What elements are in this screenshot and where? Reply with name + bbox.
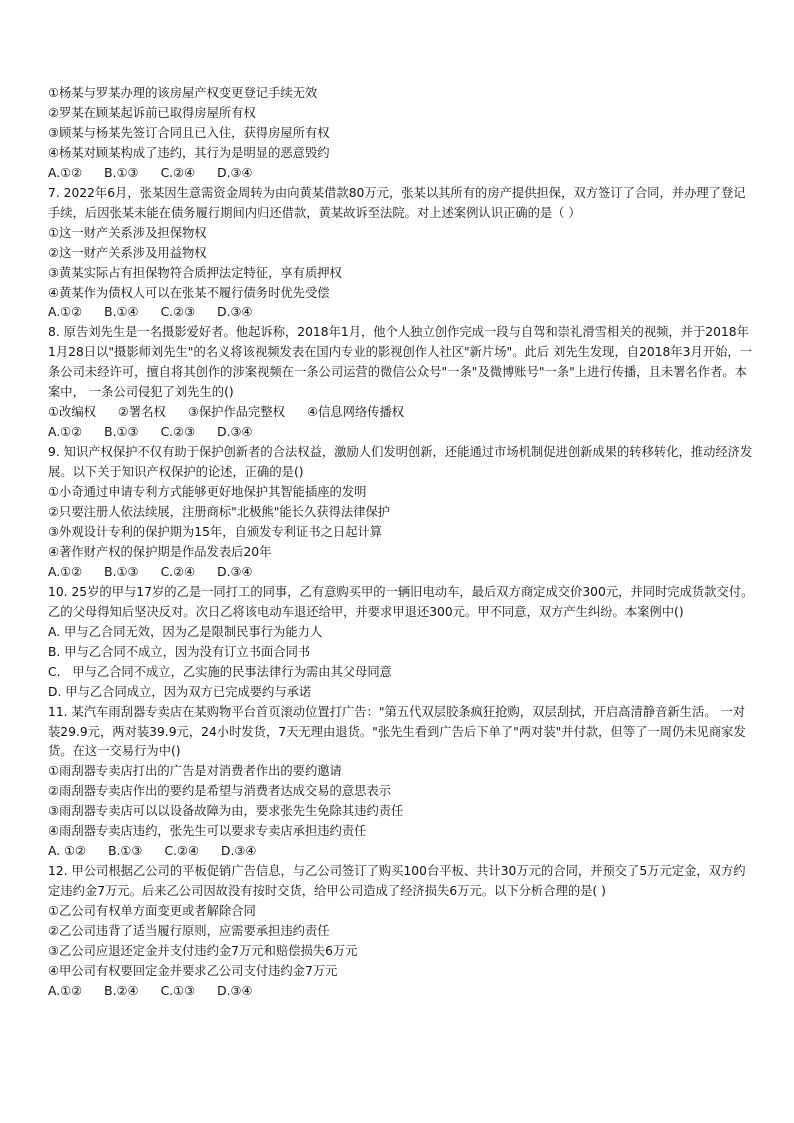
option-b: B.①③ bbox=[104, 425, 139, 440]
answer-options bbox=[48, 842, 754, 862]
question-11 bbox=[48, 703, 754, 863]
option-b: B.①③ bbox=[108, 844, 143, 859]
answer-options bbox=[48, 423, 754, 443]
statement-item: ③雨刮器专卖店可以以设备故障为由，要求张先生免除其违约责任 bbox=[48, 804, 404, 819]
statement-item: ①改编权 bbox=[48, 405, 96, 420]
choice-d: D. 甲与乙合同成立，因为双方已完成要约与承诺 bbox=[48, 684, 312, 699]
option-d: D.③④ bbox=[217, 425, 253, 440]
statement-item: ③黄某实际占有担保物符合质押法定特征，享有质押权 bbox=[48, 265, 342, 280]
question-10 bbox=[48, 583, 754, 703]
option-a: A.①② bbox=[48, 305, 83, 320]
statement-item: ①杨某与罗某办理的该房屋产权变更登记手续无效 bbox=[48, 86, 318, 100]
statement-item: ①雨刮器专卖店打出的广告是对消费者作出的要约邀请 bbox=[48, 764, 342, 779]
statement-item: ④雨刮器专卖店违约，张先生可以要求专卖店承担违约责任 bbox=[48, 824, 367, 839]
statement-item: ④黄某作为债权人可以在张某不履行债务时优先受偿 bbox=[48, 285, 330, 300]
answer-options bbox=[48, 563, 754, 583]
statement-row bbox=[48, 403, 754, 423]
statement-item: ③外观设计专利的保护期为15年，自颁发专利证书之日起计算 bbox=[48, 524, 383, 539]
answer-options bbox=[48, 164, 754, 184]
statement-item: ③保护作品完整权 bbox=[187, 405, 285, 420]
question-stem: 10. 25岁的甲与17岁的乙是一同打工的同事，乙有意购买甲的一辆旧电动车，最后双方商定成交价300元，并同时完成货款交付。乙的父母得知后坚决反对。次日乙将该电动车退还给甲，并要求甲退还300元。甲不同意，双方产生纠纷。本案例中() bbox=[48, 584, 754, 619]
option-c: C.①③ bbox=[160, 983, 196, 998]
statement-item: ③乙公司应退还定金并支付违约金7万元和赔偿损失6万元 bbox=[48, 943, 358, 958]
question-12 bbox=[48, 862, 754, 1002]
statement-item: ②罗某在顾某起诉前已取得房屋所有权 bbox=[48, 105, 256, 120]
answer-options bbox=[48, 303, 754, 323]
statement-item: ④杨某对顾某构成了违约，其行为是明显的恶意毁约 bbox=[48, 145, 330, 160]
option-a: A.①② bbox=[48, 564, 83, 579]
option-a: A. ①② bbox=[48, 844, 87, 859]
option-b: B.②④ bbox=[104, 983, 139, 998]
statement-item: ①这一财产关系涉及担保物权 bbox=[48, 225, 207, 240]
statement-item: ②雨刮器专卖店作出的要约是希望与消费者达成交易的意思表示 bbox=[48, 784, 392, 799]
answer-options bbox=[48, 982, 754, 1002]
option-c: C.②③ bbox=[160, 425, 196, 440]
option-b: B.①③ bbox=[104, 165, 139, 180]
option-d: D.③④ bbox=[217, 564, 253, 579]
option-d: D.③④ bbox=[217, 983, 253, 998]
question-8 bbox=[48, 323, 754, 443]
statement-item: ②署名权 bbox=[117, 405, 166, 420]
question-stem: 8. 原告刘先生是一名摄影爱好者。他起诉称，2018年1月，他个人独立创作完成一段与自驾和崇礼滑雪相关的视频，并于2018年1月28日以"摄影师刘先生"的名义将该视频发表在国内专业的影视创作人社区"新片场"。此后 刘先生发现，自2018年3月开始，一条公司未经许可，擅自将其创作的涉案视频在一条公司运营的微信公众号"一条"及微博账号"一条"上进行传播，且未署名作者。本案中， 一条公司侵犯了刘先生的() bbox=[48, 325, 752, 400]
option-b: B.①④ bbox=[104, 305, 139, 320]
option-c: C.②④ bbox=[160, 564, 196, 579]
question-6-tail bbox=[48, 84, 754, 184]
statement-item: ②只要注册人依法续展，注册商标"北极熊"能长久获得法律保护 bbox=[48, 505, 391, 520]
statement-item: ②这一财产关系涉及用益物权 bbox=[48, 245, 207, 260]
question-7 bbox=[48, 184, 754, 324]
option-c: C.②④ bbox=[164, 844, 200, 859]
choice-a: A. 甲与乙合同无效，因为乙是限制民事行为能力人 bbox=[48, 624, 323, 639]
choice-c: C. 甲与乙合同不成立，乙实施的民事法律行为需由其父母同意 bbox=[48, 664, 392, 679]
question-stem: 9. 知识产权保护不仅有助于保护创新者的合法权益，激励人们发明创新，还能通过市场机制促进创新成果的转移转化，推动经济发展。以下关于知识产权保护的论述，正确的是() bbox=[48, 445, 753, 480]
question-9 bbox=[48, 443, 754, 583]
question-stem: 7. 2022年6月，张某因生意需资金周转为由向黄某借款80万元，张某以其所有的房产提供担保，双方签订了合同，并办理了登记手续，后因张某未能在债务履行期间内归还借款，黄某故诉至法院。对上述案例认识正确的是（ ） bbox=[48, 185, 746, 220]
option-c: C.②③ bbox=[160, 305, 196, 320]
option-a: A.①② bbox=[48, 425, 83, 440]
option-d: D.③④ bbox=[217, 305, 253, 320]
exam-page bbox=[48, 84, 754, 1002]
option-a: A.①② bbox=[48, 983, 83, 998]
choice-b: B. 甲与乙合同不成立，因为没有订立书面合同书 bbox=[48, 644, 311, 659]
statement-item: ④甲公司有权要回定金并要求乙公司支付违约金7万元 bbox=[48, 963, 338, 978]
question-stem: 11. 某汽车雨刮器专卖店在某购物平台首页滚动位置打广告："第五代双层胶条疯狂抢购，双层刮拭，开启高清静音新生活。 一对装29.9元，两对装39.9元，24小时发货，7天无理由退货。"张先生看到广告后下单了"两对装"并付款，但等了一周仍未见商家发货。在这一交易行为中() bbox=[48, 704, 746, 759]
statement-item: ①小奇通过申请专利方式能够更好地保护其智能插座的发明 bbox=[48, 485, 367, 500]
statement-item: ④著作财产权的保护期是作品发表后20年 bbox=[48, 544, 272, 559]
option-c: C.②④ bbox=[160, 165, 196, 180]
option-a: A.①② bbox=[48, 165, 83, 180]
statement-item: ②乙公司违背了适当履行原则，应需要承担违约责任 bbox=[48, 924, 330, 939]
option-d: D.③④ bbox=[221, 844, 257, 859]
question-stem: 12. 甲公司根据乙公司的平板促销广告信息，与乙公司签订了购买100台平板、共计30万元的合同，并预交了5万元定金，双方约定违约金7万元。后来乙公司因故没有按时交货，给甲公司造成了经济损失6万元。以下分析合理的是( ) bbox=[48, 864, 746, 899]
statement-item: ③顾某与杨某先签订合同且已入住，获得房屋所有权 bbox=[48, 125, 330, 140]
option-b: B.①③ bbox=[104, 564, 139, 579]
statement-item: ①乙公司有权单方面变更或者解除合同 bbox=[48, 904, 256, 919]
statement-item: ④信息网络传播权 bbox=[306, 405, 405, 420]
option-d: D.③④ bbox=[217, 165, 253, 180]
